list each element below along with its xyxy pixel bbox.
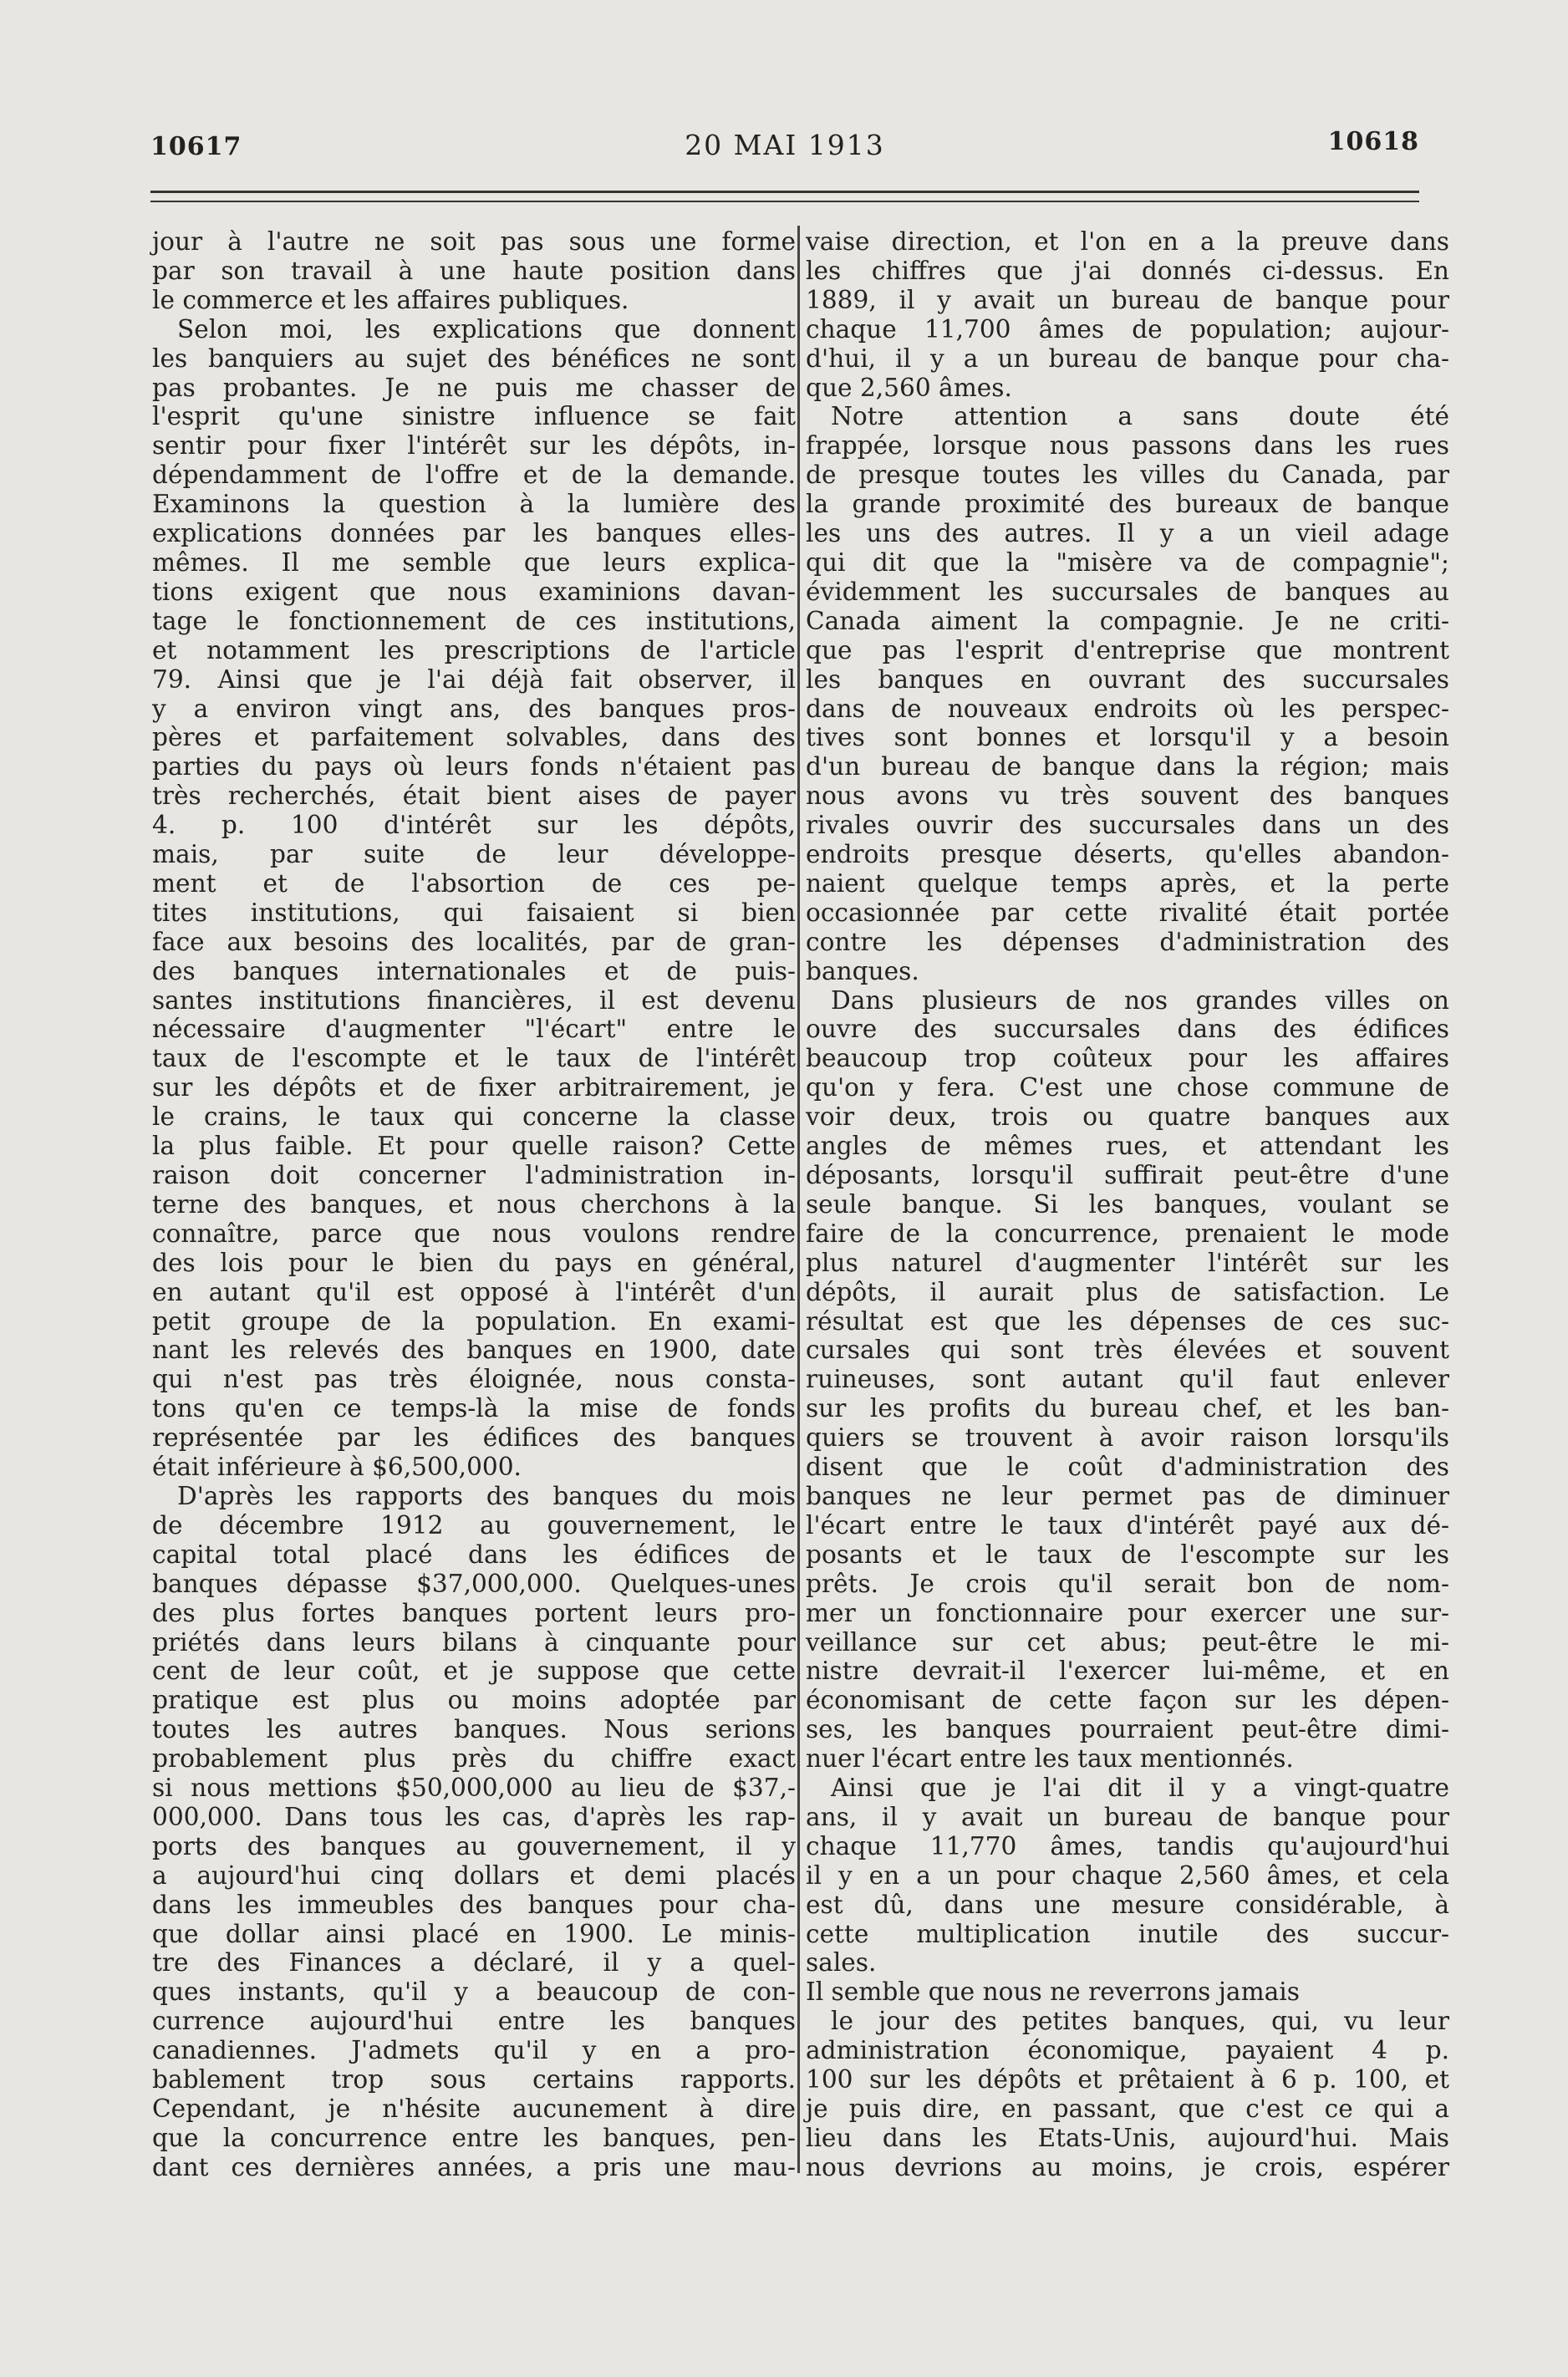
text-line: de presque toutes les villes du Canada, par [806,461,1449,490]
text-line: dans de nouveaux endroits où les perspec- [806,694,1449,723]
header-rule-secondary [150,201,1419,202]
text-line: économisant de cette façon sur les dépen- [806,1686,1449,1715]
column-text [152,227,796,2182]
text-line: Il semble que nous ne reverrons jamais [806,1977,1300,2007]
text-line: Selon moi, les explications que donnent [177,314,796,344]
text-line: administration économique, payaient 4 p. [806,2036,1449,2065]
text-line: y a environ vingt ans, des banques pros- [152,694,796,723]
text-line: rivales ouvrir des succursales dans un des [806,811,1449,840]
text-line: cent de leur coût, et je suppose que cette [152,1657,796,1686]
text-line: que la concurrence entre les banques, pen- [152,2123,796,2152]
text-line: l'écart entre le taux d'intérêt payé aux dé- [806,1510,1449,1540]
text-line: faire de la concurrence, prenaient le mode [806,1219,1449,1248]
text-line: dans les immeubles des banques pour cha- [152,1890,796,1919]
text-line: nant les relevés des banques en 1900, date [152,1336,796,1365]
text-line: tives sont bonnes et lorsqu'il y a besoin [806,723,1449,752]
text-line: en autant qu'il est opposé à l'intérêt d'un [152,1277,796,1306]
text-line: mais, par suite de leur développe- [152,840,796,869]
text-line: lieu dans les Etats-Unis, aujourd'hui. Mais [806,2123,1449,2152]
text-line: beaucoup trop coûteux pour les affaires [806,1044,1449,1073]
text-line: nécessaire d'augmenter "l'écart" entre le [152,1015,796,1044]
text-line: face aux besoins des localités, par de gran- [152,927,796,956]
text-line: taux de l'escompte et le taux de l'intérêt [152,1044,796,1073]
text-line: par son travail à une haute position dans [152,256,796,285]
text-line: veillance sur cet abus; peut-être le mi- [806,1627,1449,1657]
text-line: est dû, dans une mesure considérable, à [806,1890,1449,1919]
text-line: ruineuses, sont autant qu'il faut enlever [806,1365,1449,1394]
text-line: très recherchés, était bient aises de payer [152,781,796,811]
text-line: Ainsi que je l'ai dit il y a vingt-quatre [831,1774,1449,1803]
text-line: cette multiplication inutile des succur- [806,1919,1449,1948]
text-line: raison doit concerner l'administration in- [152,1161,796,1189]
text-line: Dans plusieurs de nos grandes villes on [831,985,1449,1015]
text-line: dépendamment de l'offre et de la demande. [152,461,796,490]
text-line: le jour des petites banques, qui, vu leur [831,2007,1449,2036]
text-line: tage le fonctionnement de ces institutions, [152,606,796,635]
text-line: bablement trop sous certains rapports. [152,2065,796,2095]
text-line: banques dépasse $37,000,000. Quelques-unes [152,1569,796,1598]
text-line: currence aujourd'hui entre les banques [152,2007,796,2036]
text-line: chaque 11,770 âmes, tandis qu'aujourd'hui [806,1831,1449,1860]
text-line: sentir pour fixer l'intérêt sur les dépôts, in- [152,431,796,461]
text-line: 4. p. 100 d'intérêt sur les dépôts, [152,811,796,840]
text-line: la plus faible. Et pour quelle raison? Cette [152,1132,796,1161]
text-line: déposants, lorsqu'il suffirait peut-être d'une [806,1161,1449,1189]
text-line: terne des banques, et nous cherchons à la [152,1189,796,1219]
text-line: banques. [806,956,919,985]
text-line: dépôts, il aurait plus de satisfaction. Le [806,1277,1449,1306]
text-line: probablement plus près du chiffre exact [152,1744,796,1774]
text-line: D'après les rapports des banques du mois [177,1481,796,1510]
text-line: vaise direction, et l'on en a la preuve dans [806,227,1449,256]
text-line: évidemment les succursales de banques au [806,577,1449,606]
text-line: qu'on y fera. C'est une chose commune de [806,1073,1449,1102]
text-line: mer un fonctionnaire pour exercer une sur- [806,1598,1449,1627]
text-line: voir deux, trois ou quatre banques aux [806,1102,1449,1132]
text-line: contre les dépenses d'administration des [806,927,1449,956]
text-line: Examinons la question à la lumière des [152,490,796,519]
text-line: des plus fortes banques portent leurs pro- [152,1598,796,1627]
text-line: pratique est plus ou moins adoptée par [152,1686,796,1715]
text-line: jour à l'autre ne soit pas sous une forme [152,227,796,256]
text-line: tions exigent que nous examinions davan- [152,577,796,606]
column-text [806,227,1449,2182]
text-line: frappée, lorsque nous passons dans les rues [806,431,1449,461]
text-line: 1889, il y avait un bureau de banque pour [806,285,1449,314]
text-line: qui n'est pas très éloignée, nous consta- [152,1365,796,1394]
text-line: explications données par les banques elles- [152,519,796,548]
text-line: était inférieure à $6,500,000. [152,1453,522,1482]
text-line: 100 sur les dépôts et prêtaient à 6 p. 100, et [806,2065,1449,2095]
text-line: des lois pour le bien du pays en général, [152,1248,796,1277]
text-line: 79. Ainsi que je l'ai déjà fait observer, il [152,664,796,694]
text-line: les chiffres que j'ai donnés ci-dessus. En [806,256,1449,285]
text-line: pères et parfaitement solvables, dans des [152,723,796,752]
text-line: plus naturel d'augmenter l'intérêt sur les [806,1248,1449,1277]
text-line: seule banque. Si les banques, voulant se [806,1189,1449,1219]
text-line: quiers se trouvent à avoir raison lorsqu'ils [806,1423,1449,1453]
text-line: d'un bureau de banque dans la région; mais [806,752,1449,781]
text-line: connaître, parce que nous voulons rendre [152,1219,796,1248]
text-line: le commerce et les affaires publiques. [152,285,629,314]
text-line: capital total placé dans les édifices de [152,1540,796,1569]
text-line: petit groupe de la population. En exami- [152,1306,796,1336]
text-line: représentée par les édifices des banques [152,1423,796,1453]
text-line: canadiennes. J'admets qu'il y en a pro- [152,2036,796,2065]
text-line: Cependant, je n'hésite aucunement à dire [152,2095,796,2123]
text-line: cursales qui sont très élevées et souvent [806,1336,1449,1365]
text-line: sur les dépôts et de fixer arbitrairement, je [152,1073,796,1102]
text-line: résultat est que les dépenses de ces suc- [806,1306,1449,1336]
text-line: banques ne leur permet pas de diminuer [806,1481,1449,1510]
text-line: d'hui, il y a un bureau de banque pour cha- [806,344,1449,373]
text-line: tons qu'en ce temps-là la mise de fonds [152,1394,796,1423]
text-line: tre des Finances a déclaré, il y a quel- [152,1948,796,1977]
text-line: de décembre 1912 au gouvernement, le [152,1510,796,1540]
text-line: prêts. Je crois qu'il serait bon de nom- [806,1569,1449,1598]
left-column [152,227,796,2182]
text-line: a aujourd'hui cinq dollars et demi placés [152,1860,796,1890]
text-line: posants et le taux de l'escompte sur les [806,1540,1449,1569]
text-line: ment et de l'absortion de ces pe- [152,868,796,898]
text-line: Notre attention a sans doute été [831,402,1449,431]
column-divider [797,226,800,2173]
text-line: nistre devrait-il l'exercer lui-même, et en [806,1657,1449,1686]
text-line: l'esprit qu'une sinistre influence se fait [152,402,796,431]
text-line: ouvre des succursales dans des édifices [806,1015,1449,1044]
text-line: les banquiers au sujet des bénéfices ne sont [152,344,796,373]
text-line: disent que le coût d'administration des [806,1453,1449,1482]
page-header [150,125,1419,176]
text-line: endroits presque déserts, qu'elles abandon- [806,840,1449,869]
text-line: nous devrions au moins, je crois, espérer [806,2152,1449,2181]
text-line: les uns des autres. Il y a un vieil adage [806,519,1449,548]
right-column [806,227,1449,2182]
text-line: nous avons vu très souvent des banques [806,781,1449,811]
text-line: chaque 11,700 âmes de population; aujour- [806,314,1449,344]
text-line: Canada aiment la compagnie. Je ne criti- [806,606,1449,635]
text-line: santes institutions financières, il est devenu [152,985,796,1015]
text-line: si nous mettions $50,000,000 au lieu de $37,- [152,1774,796,1803]
text-line: pas probantes. Je ne puis me chasser de [152,373,796,402]
text-line: mêmes. Il me semble que leurs explica- [152,547,796,577]
text-line: dant ces dernières années, a pris une mau- [152,2152,796,2181]
page-date: 20 MAI 1913 [685,129,885,161]
text-line: que dollar ainsi placé en 1900. Le minis- [152,1919,796,1948]
text-line: angles de mêmes rues, et attendant les [806,1132,1449,1161]
text-line: ports des banques au gouvernement, il y [152,1831,796,1860]
page-number-left: 10617 [150,132,242,161]
text-line: le crains, le taux qui concerne la classe [152,1102,796,1132]
text-line: il y en a un pour chaque 2,560 âmes, et cela [806,1860,1449,1890]
text-line: la grande proximité des bureaux de banque [806,490,1449,519]
text-line: qui dit que la "misère va de compagnie"; [806,547,1449,577]
text-line: tites institutions, qui faisaient si bien [152,898,796,927]
text-line: priétés dans leurs bilans à cinquante pour [152,1627,796,1657]
text-line: parties du pays où leurs fonds n'étaient pas [152,752,796,781]
text-line: ques instants, qu'il y a beaucoup de con- [152,1977,796,2007]
text-line: je puis dire, en passant, que c'est ce qui a [806,2095,1449,2123]
text-line: les banques en ouvrant des succursales [806,664,1449,694]
text-line: ans, il y avait un bureau de banque pour [806,1802,1449,1831]
text-line: et notamment les prescriptions de l'article [152,635,796,664]
text-line: nuer l'écart entre les taux mentionnés. [806,1744,1294,1774]
text-line: sales. [806,1948,877,1977]
text-line: naient quelque temps après, et la perte [806,868,1449,898]
page-number-right: 10618 [1327,127,1419,156]
text-line: ses, les banques pourraient peut-être dimi- [806,1715,1449,1744]
text-line: des banques internationales et de puis- [152,956,796,985]
text-line: 000,000. Dans tous les cas, d'après les rap- [152,1802,796,1831]
text-line: que pas l'esprit d'entreprise que montrent [806,635,1449,664]
header-rule [150,191,1419,193]
text-line: que 2,560 âmes. [806,373,1012,402]
text-line: toutes les autres banques. Nous serions [152,1715,796,1744]
text-line: occasionnée par cette rivalité était portée [806,898,1449,927]
text-line: sur les profits du bureau chef, et les ban- [806,1394,1449,1423]
